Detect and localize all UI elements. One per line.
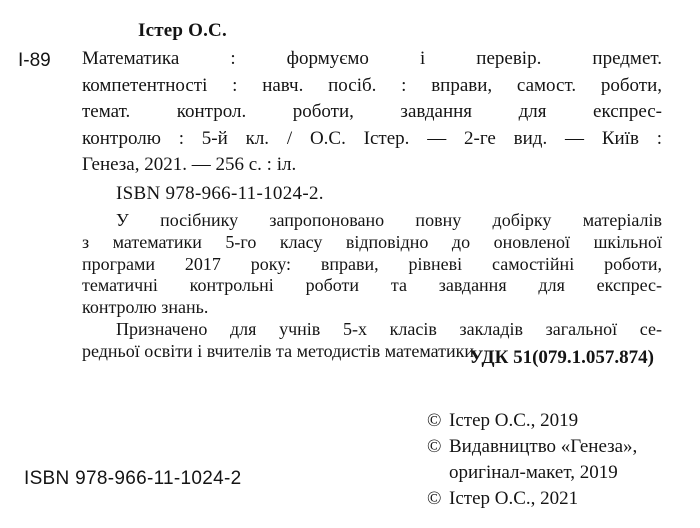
- annotation-line: тематичні контрольні роботи та завдання для експрес-: [82, 275, 662, 296]
- bibliographic-description: [82, 46, 662, 179]
- copyright-text: оригінал-макет, 2019: [449, 462, 618, 483]
- copyright-line: [427, 486, 637, 512]
- copyright-text: Видавництво «Генеза»,: [449, 436, 638, 457]
- author-name: Істер О.С.: [138, 20, 227, 41]
- bibliographic-line: компетентності : навч. посіб. : вправи, самост. роботи,: [82, 74, 662, 96]
- annotation-line: з математики 5-го класу відповідно до оновленої шкільної: [82, 231, 662, 252]
- isbn-catalog: ISBN 978-966-11-1024-2.: [116, 183, 324, 204]
- copyright-line: [427, 408, 637, 434]
- isbn-bottom: ISBN 978-966-11-1024-2: [24, 468, 242, 489]
- annotation-line: Призначено для учнів 5-х класів закладів загальної се-: [116, 318, 662, 339]
- copyright-symbol: ©: [427, 436, 442, 457]
- udk-code: УДК 51(079.1.057.874): [469, 347, 654, 368]
- copyright-line: [427, 434, 637, 460]
- copyright-text: Істер О.С., 2019: [449, 410, 579, 431]
- copyright-symbol: ©: [427, 488, 442, 509]
- annotation: [82, 210, 662, 363]
- annotation-line: контролю знань.: [82, 297, 209, 318]
- annotation-line: програми 2017 року: вправи, рівневі самостійні роботи,: [82, 253, 662, 274]
- copyright-line-continued: [427, 460, 637, 486]
- bibliographic-line: Математика : формуємо і перевір. предмет.: [82, 48, 662, 69]
- annotation-line: редньої освіти і вчителів та методистів математики.: [82, 340, 479, 361]
- classification-index: І-89: [18, 50, 51, 71]
- annotation-line: У посібнику запропоновано повну добірку матеріалів: [116, 210, 662, 230]
- bibliographic-line: Генеза, 2021. — 256 с. : іл.: [82, 154, 297, 175]
- copyright-text: Істер О.С., 2021: [449, 488, 579, 509]
- bibliographic-line: контролю : 5-й кл. / О.С. Істер. — 2-ге вид. — Київ :: [82, 127, 662, 149]
- copyright-symbol: ©: [427, 410, 442, 431]
- bibliographic-line: темат. контрол. роботи, завдання для експрес-: [82, 101, 662, 122]
- copyright-block: [427, 408, 637, 512]
